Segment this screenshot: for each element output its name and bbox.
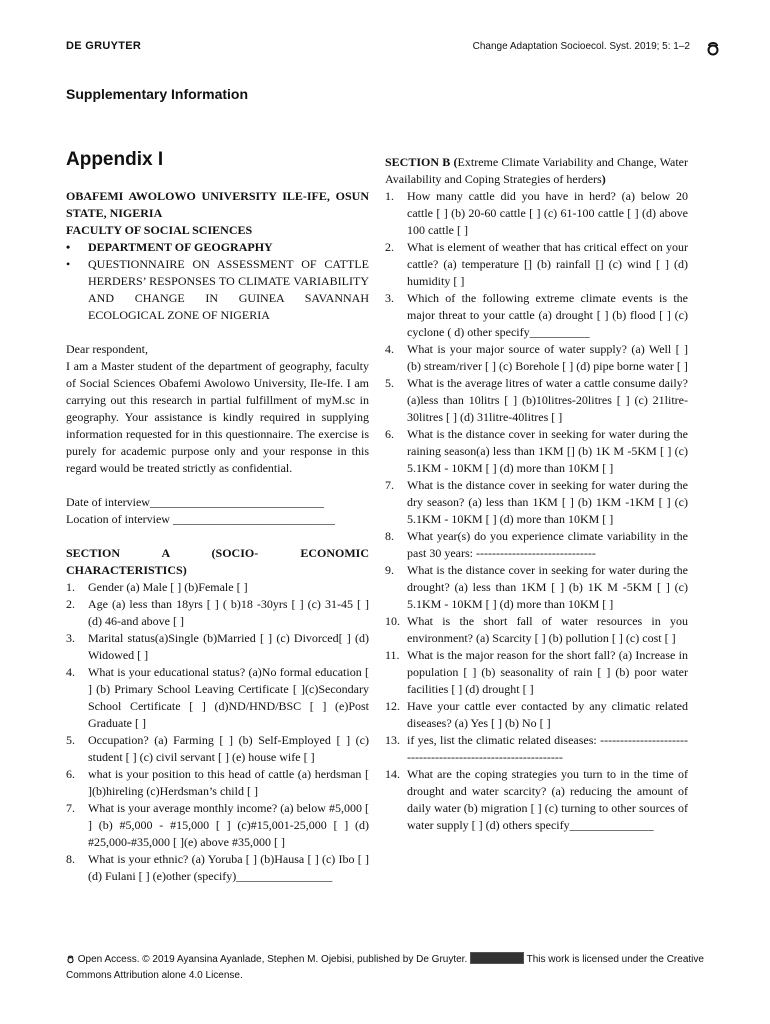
question-text: Gender (a) Male [ ] (b)Female [ ]	[88, 580, 248, 594]
section-a-question	[66, 664, 369, 732]
question-text: How many cattle did you have in herd? (a) below 20 cattle [ ] (b) 20-60 cattle [ ] (c) 61-100 cattle [ ] (d) above 100 cattle [ ]	[407, 189, 688, 237]
question-number: 10.	[385, 614, 400, 628]
section-b-question	[385, 766, 688, 834]
question-number: 4.	[66, 665, 75, 679]
question-number: 8.	[66, 852, 75, 866]
question-number: 13.	[385, 733, 400, 747]
open-access-icon	[705, 40, 721, 56]
question-number: 4.	[385, 342, 394, 356]
greeting: Dear respondent,	[66, 342, 148, 356]
section-a-question	[66, 630, 369, 664]
section-b-question	[385, 375, 688, 426]
question-number: 12.	[385, 699, 400, 713]
question-text: What is your major source of water supply? (a) Well [ ] (b) stream/river [ ] (c) Borehole [ ] (d) pipe borne water [ ]	[407, 342, 688, 373]
date-of-interview: Date of interview_____________________________	[66, 495, 324, 509]
section-a-title: SECTION A (SOCIO- ECONOMIC CHARACTERISTICS)	[66, 546, 369, 577]
university-line-2: STATE, NIGERIA	[66, 206, 163, 220]
question-text: What is the distance cover in seeking for water during the raining season(a) less than 1KM [] (b) 1K M -5KM [ ] (c) 5.1KM - 10KM [ ] (d) more than 10KM [ ]	[407, 427, 688, 475]
supplementary-title: Supplementary Information	[66, 86, 249, 102]
journal-citation: Change Adaptation Socioecol. Syst. 2019; 5: 1–2	[472, 41, 690, 52]
section-b-question	[385, 477, 688, 528]
section-b-question	[385, 647, 688, 698]
question-number: 7.	[66, 801, 75, 815]
section-b-question	[385, 613, 688, 647]
question-text: What is the short fall of water resources in you environment? (a) Scarcity [ ] (b) pollution [ ] (c) cost [ ]	[407, 614, 688, 645]
question-number: 11.	[385, 648, 400, 662]
section-a-question	[66, 596, 369, 630]
section-a-list	[66, 579, 369, 885]
section-a-question	[66, 800, 369, 851]
section-a-question	[66, 579, 369, 596]
location-of-interview: Location of interview ___________________________	[66, 512, 335, 526]
section-b-question	[385, 290, 688, 341]
question-text: What is element of weather that has critical effect on your cattle? (a) temperature [] (b) rainfall [] (c) wind [ ] (d) humidity [ ]	[407, 240, 688, 288]
question-text: What is the distance cover in seeking for water during the dry season? (a) less than 1KM [ ] (b) 1KM -1KM [ ] (c) 5.1KM - 10KM [ ] (d) more than 10KM [ ]	[407, 478, 688, 526]
section-b-question	[385, 732, 688, 766]
section-b-question	[385, 341, 688, 375]
section-b-description: Extreme Climate Variability and Change, Water Availability and Coping Strategies of herders	[385, 155, 688, 186]
question-number: 1.	[66, 580, 75, 594]
question-number: 6.	[385, 427, 394, 441]
footer-license: This work is licensed under the Creative Commons Attribution alone 4.0 License.	[66, 954, 704, 981]
question-text: Which of the following extreme climate events is the major threat to your cattle (a) drought [ ] (b) flood [ ] (c) cyclone ( d) other specify__________	[407, 291, 688, 339]
question-number: 8.	[385, 529, 394, 543]
question-number: 9.	[385, 563, 394, 577]
question-text: Have your cattle ever contacted by any climatic related diseases? (a) Yes [ ] (b) No [ ]	[407, 699, 688, 730]
question-text: What is your educational status? (a)No formal education [ ] (b) Primary School Leaving Certificate [ ](c)Secondary School Certificate [ ] (d)ND/HND/BSC [ ] (e)Post Graduate [ ]	[88, 665, 369, 730]
question-text: Age (a) less than 18yrs [ ] ( b)18 -30yrs [ ] (c) 31-45 [ ] (d) 46-and above [ ]	[88, 597, 369, 628]
section-b-label: SECTION B (	[385, 155, 458, 169]
section-b-close: )	[601, 172, 606, 186]
open-access-icon	[66, 954, 75, 964]
intro-paragraph: I am a Master student of the department of geography, faculty of Social Sciences Obafemi Awolowo University, Ile-Ife. I am carrying out this research in partial fulfillment of myM.sc in geography. Your assistance is kindly required in supplying information requested for in this questionnaire. The exercise is purely for academic purpose only and your response in this regard would be treated strictly as confidential.	[66, 359, 369, 475]
section-b-question	[385, 188, 688, 239]
footer-open-access: Open Access. © 2019 Ayansina Ayanlade, Stephen M. Ojebisi, published by De Gruyter.	[77, 954, 468, 965]
question-number: 5.	[66, 733, 75, 747]
question-text: if yes, list the climatic related diseases: -------------------------------------------------------------	[407, 733, 688, 764]
section-b-question	[385, 698, 688, 732]
question-number: 3.	[385, 291, 394, 305]
section-b-question	[385, 528, 688, 562]
cc-license-icon	[470, 952, 524, 964]
question-number: 1.	[385, 189, 394, 203]
question-number: 14.	[385, 767, 400, 781]
question-text: Marital status(a)Single (b)Married [ ] (c) Divorced[ ] (d) Widowed [ ]	[88, 631, 369, 662]
section-b-list	[385, 188, 688, 834]
question-text: What are the coping strategies you turn to in the time of drought and water scarcity? (a) reducing the amount of daily water (b) migration [ ] (c) turning to other sources of water supply [ ] (d) others specify______________	[407, 767, 688, 832]
question-number: 7.	[385, 478, 394, 492]
left-column	[66, 188, 369, 885]
question-number: 2.	[66, 597, 75, 611]
question-number: 3.	[66, 631, 75, 645]
faculty-line: FACULTY OF SOCIAL SCIENCES	[66, 223, 253, 237]
department-bullet: • DEPARTMENT OF GEOGRAPHY	[66, 239, 369, 256]
section-b-question	[385, 562, 688, 613]
section-a-question	[66, 766, 369, 800]
university-line: OBAFEMI AWOLOWO UNIVERSITY ILE-IFE, OSUN	[66, 189, 369, 203]
publisher-name: DE GRUYTER	[66, 40, 142, 52]
right-column	[385, 154, 688, 834]
question-text: What year(s) do you experience climate variability in the past 30 years: ------------------------------	[407, 529, 688, 560]
section-b-question	[385, 239, 688, 290]
question-text: What is the distance cover in seeking for water during the drought? (a) less than 1KM [ ] (b) 1K M -5KM [ ] (c) 5.1KM - 10KM [ ] (d) more than 10KM [ ]	[407, 563, 688, 611]
section-a-question	[66, 851, 369, 885]
question-text: What is the average litres of water a cattle consume daily? (a)less than 10litrs [ ] (b)10litres-20litres [ ] (c) 21litre-30litres [ ] (d) 31litre-40litres [ ]	[407, 376, 688, 424]
section-a-question	[66, 732, 369, 766]
question-text: What is the major reason for the short fall? (a) Increase in population [ ] (b) seasonality of rain [ ] (b) poor water facilities [ ] (d) drought [ ]	[407, 648, 688, 696]
question-number: 6.	[66, 767, 75, 781]
section-b-question	[385, 426, 688, 477]
question-text: What is your average monthly income? (a) below #5,000 [ ] (b) #5,000 - #15,000 [ ] (c)#15,001-25,000 [ ] (d) #25,000-#35,000 [ ](e) above #35,000 [ ]	[88, 801, 369, 849]
questionnaire-bullet: • QUESTIONNAIRE ON ASSESSMENT OF CATTLE HERDERS’ RESPONSES TO CLIMATE VARIABILITY AND CHANGE IN GUINEA SAVANNAH ECOLOGICAL ZONE OF NIGERIA	[66, 256, 369, 324]
question-text: What is your ethnic? (a) Yoruba [ ] (b)Hausa [ ] (c) Ibo [ ] (d) Fulani [ ] (e)other (specify)________________	[88, 852, 369, 883]
question-number: 5.	[385, 376, 394, 390]
question-number: 2.	[385, 240, 394, 254]
question-text: Occupation? (a) Farming [ ] (b) Self-Employed [ ] (c) student [ ] (c) civil servant [ ] (e) house wife [ ]	[88, 733, 369, 764]
section-b-heading	[385, 154, 688, 188]
question-text: what is your position to this head of cattle (a) herdsman [ ](b)hireling (c)Herdsman’s child [ ]	[88, 767, 369, 798]
appendix-title: Appendix I	[66, 149, 164, 170]
footer	[66, 952, 706, 984]
